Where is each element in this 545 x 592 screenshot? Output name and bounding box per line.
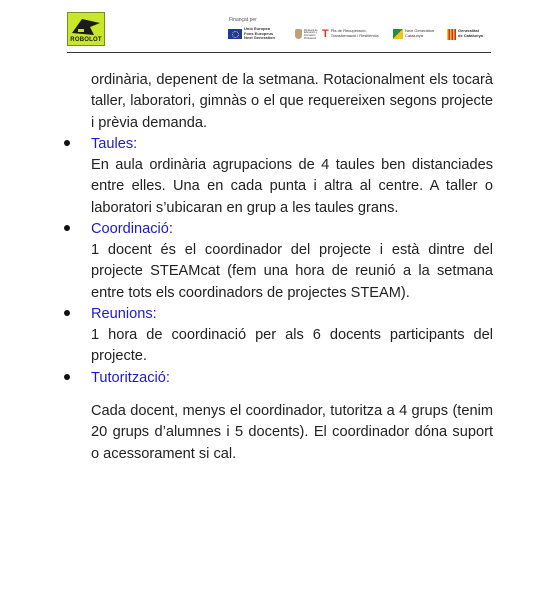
spain-crest-icon <box>295 29 302 39</box>
section-text-reunions: 1 hora de coordinació per als 6 docents participants del projecte. <box>91 327 493 365</box>
ngc-line-1: Next Generation <box>405 28 435 34</box>
section-title-reunions: Reunions: <box>91 306 157 322</box>
next-generation-catalunya-sponsor <box>393 26 434 42</box>
recovery-plan-icon: T <box>322 28 329 40</box>
section-text-coordinacio: 1 docent és el coordinador del projecte i està dintre del projecte STEAMcat (fem una hora de reunió a la setmana entre tots els coordinadors de projectes STEAM). <box>91 242 493 301</box>
logo-text: ROBOLOT <box>70 37 102 43</box>
gc-line-2: de Catalunya <box>458 33 483 38</box>
generalitat-sponsor <box>447 26 483 42</box>
bullet-icon <box>64 374 70 380</box>
robot-logo-icon <box>67 12 105 46</box>
next-generation-catalunya-icon <box>393 29 403 39</box>
funded-by-label: Finançat per <box>229 17 257 23</box>
plan-line-2: Transformació i Resiliència <box>330 33 379 38</box>
generalitat-icon <box>447 29 456 40</box>
recovery-plan-sponsor <box>322 26 379 42</box>
section-text-taules: En aula ordinària agrupacions de 4 taules ben distanciades entre elles. Una en cada punta i altra al centre. A taller o laboratori s’ubicaran en grup a les taules grans. <box>91 157 493 216</box>
ngc-line-2: Catalunya <box>405 33 424 38</box>
ministry-sponsor <box>295 26 323 42</box>
page-header <box>0 0 545 56</box>
header-divider <box>67 52 491 53</box>
recovery-plan-text <box>331 29 379 38</box>
eu-sponsor-text <box>244 27 275 41</box>
gc-line-1: Generalitat <box>458 28 479 34</box>
intro-paragraph: ordinària, depenent de la setmana. Rotacionalment els tocarà taller, laboratori, gimnàs o el que requereixen segons projecte i prèvia demanda. <box>91 72 493 131</box>
bullet-icon <box>64 225 70 231</box>
eu-line-1: Unió Europea <box>244 26 271 32</box>
eu-flag-icon <box>228 29 242 39</box>
bullet-icon <box>64 310 70 316</box>
next-generation-catalunya-text <box>405 29 434 38</box>
ministry-text: Ministerio de Educación y Formación Profesional <box>304 28 318 41</box>
eu-line-3: Next Generation <box>244 35 275 41</box>
plan-line-1: Pla de Recuperació, <box>330 28 367 34</box>
bullet-icon <box>64 140 70 146</box>
section-title-tutoritzacio: Tutorització: <box>91 370 170 386</box>
eu-line-2: Fons Europeus <box>244 30 274 36</box>
section-title-coordinacio: Coordinació: <box>91 221 173 237</box>
section-text-tutoritzacio: Cada docent, menys el coordinador, tutoritza a 4 grups (tenim 20 grups d’alumnes i 5 docents). El coordinador dóna suport o acessorament si cal. <box>91 403 493 462</box>
robot-logo-shape <box>68 13 104 39</box>
generalitat-text <box>458 29 483 38</box>
section-title-taules: Taules: <box>91 136 138 152</box>
eu-sponsor <box>228 26 275 42</box>
